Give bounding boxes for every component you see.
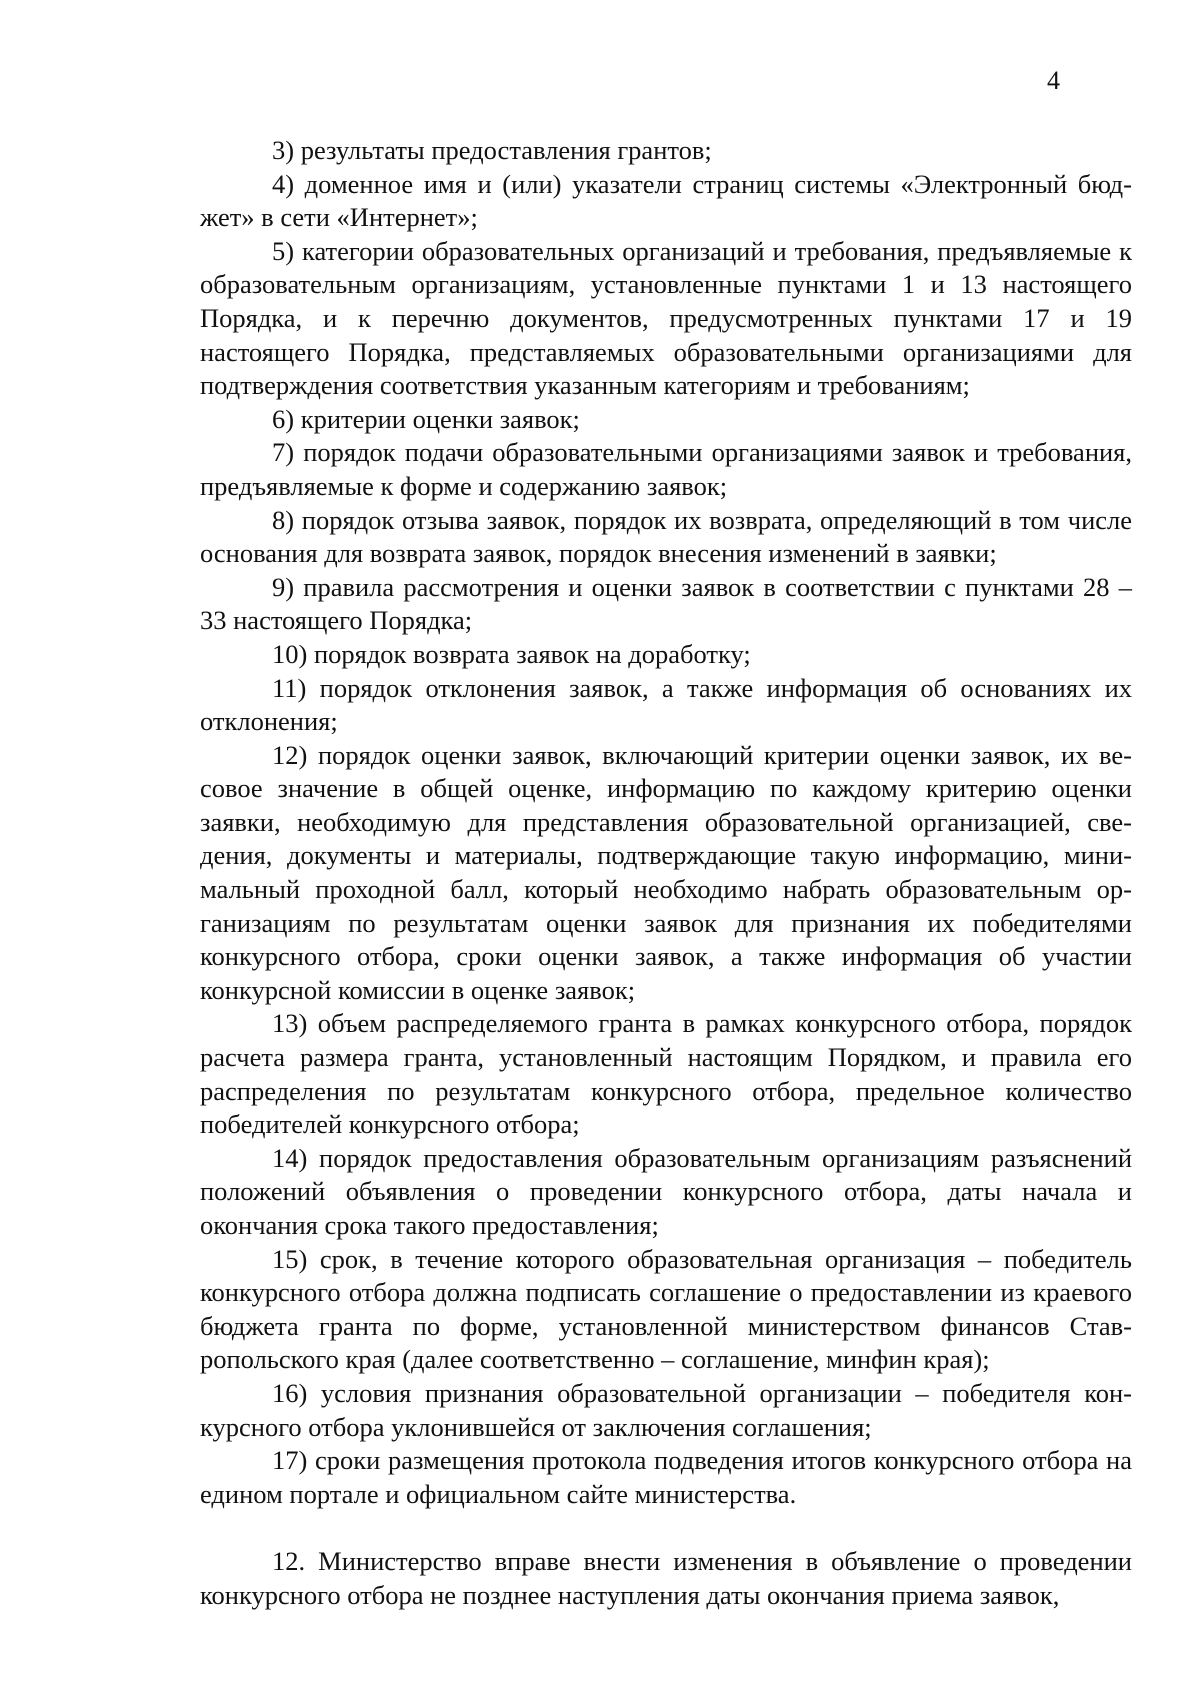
document-body: [200, 134, 1132, 1613]
page-number: 4: [1047, 66, 1060, 95]
list-item-12: 12) порядок оценки заявок, включающий критерии оценки заявок, их весовое значение в общей оценке, информацию по каждому критерию оценки заявки, необходимую для представления образовательной организацией, сведения, документы и материалы, подтверждающие такую информацию, минимальный проходной балл, который необходимо набрать образовательным организациям по результатам оценки заявок для признания их победителями конкурсного отбора, сроки оценки заявок, а также информация об участии конкурсной комиссии в оценке заявок;: [200, 739, 1132, 1005]
list-item-8: 8) порядок отзыва заявок, порядок их возврата, определяющий в том числе основания для возврата заявок, порядок внесения изменений в заявки;: [200, 504, 1132, 569]
list-item-6: 6) критерии оценки заявок;: [272, 403, 580, 434]
list-item-10: 10) порядок возврата заявок на доработку;: [272, 638, 751, 669]
list-item-9: 9) правила рассмотрения и оценки заявок в соответствии с пунктами 28 – 33 настоящего Порядка;: [200, 571, 1132, 636]
list-item-4: 4) доменное имя и (или) указатели страниц системы «Электронный бюджет» в сети «Интернет»;: [200, 168, 1132, 233]
list-item-13: 13) объем распределяемого гранта в рамках конкурсного отбора, порядок расчета размера гранта, установленный настоящим Порядком, и правила его распределения по результатам конкурсного отбора, предельное количество победителей конкурсного отбора;: [200, 1008, 1132, 1140]
list-item-16: 16) условия признания образовательной организации – победителя конкурсного отбора уклонившейся от заключения соглашения;: [200, 1377, 1132, 1442]
section-12-paragraph: 12. Министерство вправе внести изменения в объявление о проведении конкурсного отбора не позднее наступления даты окончания приема заявок,: [200, 1546, 1132, 1610]
list-item-11: 11) порядок отклонения заявок, а также информация об основаниях их отклонения;: [200, 672, 1132, 737]
list-item-3: 3) результаты предоставления грантов;: [272, 135, 712, 165]
list-item-17: 17) сроки размещения протокола подведения итогов конкурсного отбора на едином портале и официальном сайте министерства.: [200, 1445, 1132, 1509]
list-item-14: 14) порядок предоставления образовательным организациям разъяснений положений объявления о проведении конкурсного отбора, даты начала и окончания срока такого предоставления;: [200, 1142, 1132, 1240]
list-item-15: 15) срок, в течение которого образовательная организация – победитель конкурсного отбора должна подписать соглашение о предоставлении из краевого бюджета гранта по форме, установленной министерством финансов Ставропольского края (далее соответственно – соглашение, минфин края);: [200, 1243, 1132, 1375]
list-item-5: 5) категории образовательных организаций и требования, предъявляемые к образовательным организациям, установленные пунктами 1 и 13 настоящего Порядка, и к перечню документов, предусмотренных пунктами 17 и 19 настоящего Порядка, представляемых образовательными организациями для подтверждения соответствия указанным категориям и требованиям;: [200, 235, 1132, 401]
list-item-7: 7) порядок подачи образовательными организациями заявок и требования, предъявляемые к форме и содержанию заявок;: [200, 437, 1132, 501]
paragraph-spacer: [200, 1511, 1132, 1545]
